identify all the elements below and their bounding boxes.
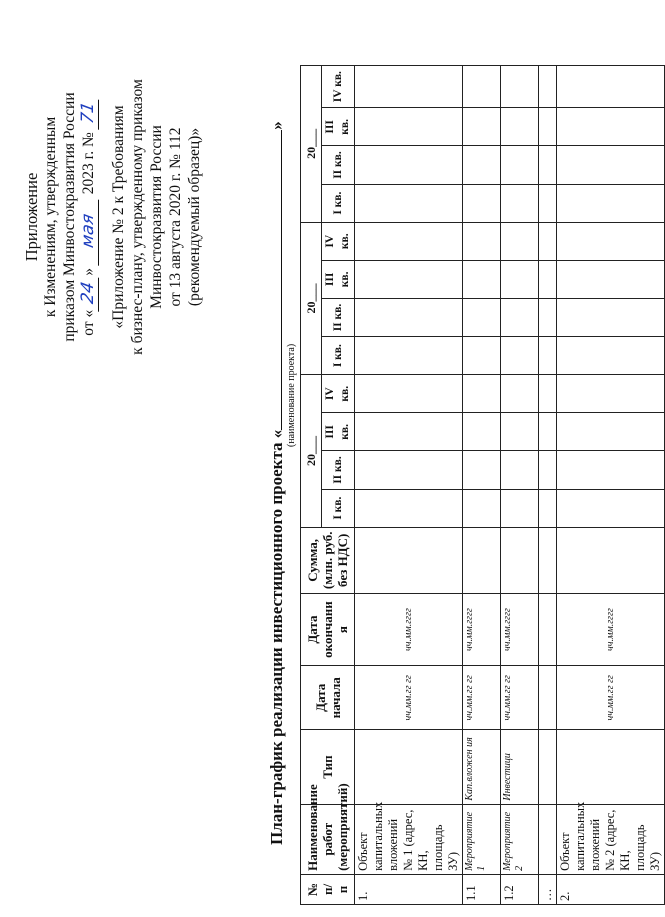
row-number: 1.1 — [463, 874, 501, 904]
header-start-date: Дата начала — [301, 666, 355, 730]
table-row — [501, 66, 539, 905]
row-name: Мероприятие 2 — [501, 804, 539, 874]
row-sum — [355, 527, 463, 593]
header-quarter: II кв. — [322, 451, 355, 489]
row-end: чч.мм.гггг — [355, 593, 463, 665]
requirements-line: «Приложение № 2 к Требованиям — [110, 105, 127, 329]
header-quarter: III кв. — [322, 108, 355, 146]
requirements-line: к бизнес-плану, утвержденному приказом — [129, 79, 146, 355]
header-quarter: IV кв. — [322, 222, 355, 260]
plan-title-text: План-график реализации инвестиционного проекта « — [267, 429, 286, 845]
row-number: 2. — [557, 874, 665, 904]
order-year: 2023 г. № — [80, 132, 97, 195]
header-year-1: 20___ — [301, 375, 322, 528]
handwritten-day: 24 — [79, 274, 99, 312]
header-type: Тип — [301, 730, 355, 804]
header-name: Наименование работ (мероприятий) — [301, 804, 355, 874]
header-sum: Сумма, (млн. руб. без НДС) — [301, 527, 355, 593]
table-row — [463, 66, 501, 905]
row-number: 1. — [355, 874, 463, 904]
plan-title — [267, 85, 287, 845]
row-number: 1.2 — [501, 874, 539, 904]
header-quarter: I кв. — [322, 337, 355, 375]
row-name: Объект капитальных вложений № 2 (адрес, КН, площадь ЗУ) — [557, 804, 665, 874]
appendix-block — [22, 22, 204, 412]
title-close-quote: » — [267, 121, 286, 130]
row-type: Кап.вложен ия — [463, 730, 501, 804]
row-start: чч.мм.гг гг — [355, 666, 463, 730]
header-quarter: II кв. — [322, 298, 355, 336]
header-end-date: Дата окончани я — [301, 593, 355, 665]
header-year-2: 20___ — [301, 222, 322, 375]
row-name: Объект капитальных вложений № 1 (адрес, КН, площадь ЗУ) — [355, 804, 463, 874]
row-start: чч.мм.гг гг — [501, 666, 539, 730]
header-number: № п/ п — [301, 874, 355, 904]
handwritten-month: мая — [79, 196, 99, 266]
table-row — [539, 66, 557, 905]
project-name-blank — [281, 130, 282, 430]
header-quarter: II кв. — [322, 146, 355, 184]
table-row — [557, 66, 665, 905]
order-prefix: от « — [80, 309, 97, 336]
row-name: Мероприятие 1 — [463, 804, 501, 874]
order-quote: » — [80, 267, 97, 276]
row-start: чч.мм.гг гг — [557, 666, 665, 730]
row-sum — [557, 527, 665, 593]
row-sum — [501, 527, 539, 593]
row-number: … — [539, 874, 557, 904]
row-end: чч.мм.гггг — [501, 593, 539, 665]
appendix-line: приказом Минвостокразвития России — [61, 92, 78, 342]
requirements-line: (рекомендуемый образец)» — [186, 127, 203, 307]
header-year-3: 20___ — [301, 66, 322, 223]
handwritten-number: 71 — [79, 97, 99, 131]
table-row — [355, 66, 463, 905]
row-end: чч.мм.гггг — [557, 593, 665, 665]
requirements-line: Минвостокразвития России — [148, 125, 165, 309]
header-quarter: I кв. — [322, 184, 355, 222]
row-end: чч.мм.гггг — [463, 593, 501, 665]
row-start: чч.мм.гг гг — [463, 666, 501, 730]
plan-table — [300, 65, 665, 905]
header-quarter: III кв. — [322, 260, 355, 298]
order-line — [79, 22, 99, 412]
header-quarter: IV кв. — [322, 375, 355, 413]
row-type — [355, 730, 463, 804]
requirements-line: от 13 августа 2020 г. № 112 — [167, 127, 184, 307]
header-quarter: III кв. — [322, 413, 355, 451]
row-type — [557, 730, 665, 804]
header-quarter: IV кв. — [322, 66, 355, 108]
row-sum — [463, 527, 501, 593]
row-type: Инвестици — [501, 730, 539, 804]
appendix-title: Приложение — [22, 172, 41, 262]
appendix-line: к Изменениям, утвержденным — [42, 116, 59, 318]
project-name-caption: (наименование проекта) — [286, 343, 297, 447]
header-quarter: I кв. — [322, 489, 355, 527]
